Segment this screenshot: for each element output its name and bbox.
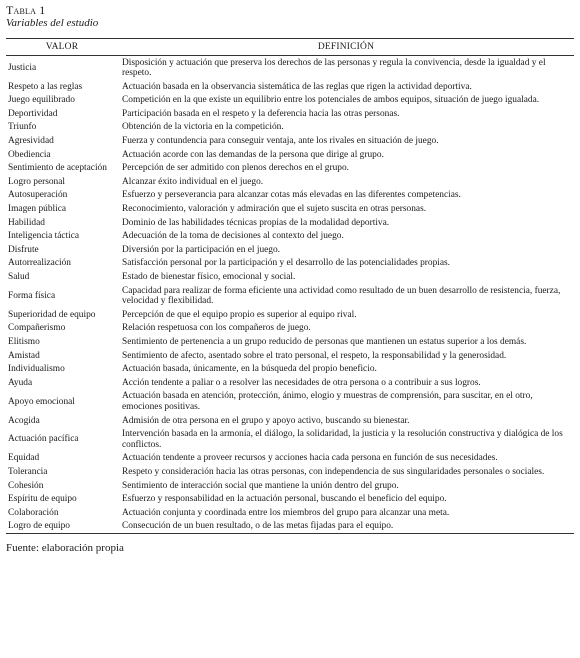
cell-definicion: Intervención basada en la armonía, el diálogo, la solidaridad, la justicia y la resolución constructiva y dialógica de los conflictos. (122, 429, 563, 450)
cell-valor: Apoyo emocional (8, 396, 75, 407)
cell-definicion: Esfuerzo y responsabilidad en la actuación personal, buscando el beneficio del equipo. (122, 494, 447, 505)
cell-definicion: Diversión por la participación en el juego. (122, 244, 281, 255)
cell-definicion: Disposición y actuación que preserva los derechos de las personas y regula la convivencia, desde la igualdad y el respeto. (122, 57, 546, 79)
table-row (6, 284, 574, 308)
table-row (6, 203, 574, 217)
table-body (6, 56, 574, 534)
cell-valor: Obediencia (8, 149, 51, 160)
cell-valor: Juego equilibrado (8, 95, 75, 106)
cell-definicion: Percepción de que el equipo propio es superior al equipo rival. (122, 309, 357, 320)
table-row (6, 162, 574, 176)
cell-definicion: Satisfacción personal por la participación y el desarrollo de las potencialidades propias. (122, 258, 451, 269)
cell-definicion: Sentimiento de pertenencia a un grupo reducido de personas que mantienen un estatus superior a los demás. (122, 336, 527, 347)
cell-definicion: Estado de bienestar físico, emocional y social. (122, 272, 296, 282)
cell-definicion: Dominio de las habilidades técnicas propias de la modalidad deportiva. (122, 217, 390, 228)
cell-definicion: Fuerza y contundencia para conseguir ventaja, ante los rivales en situación de juego. (122, 136, 439, 147)
table-row (6, 94, 574, 108)
cell-definicion: Actuación conjunta y coordinada entre los miembros del grupo para alcanzar una meta. (122, 507, 450, 518)
cell-definicion: Esfuerzo y perseverancia para alcanzar cotas más elevadas en las diferentes competencias. (122, 190, 461, 201)
cell-valor: Imagen pública (8, 204, 67, 215)
cell-definicion: Sentimiento de interacción social que mantiene la unión dentro del grupo. (122, 480, 399, 491)
cell-valor: Equidad (8, 453, 40, 464)
table-row (6, 520, 574, 534)
header-valor: VALOR (6, 39, 118, 56)
table-row (6, 465, 574, 479)
table-caption-title: Tabla 1 (6, 3, 46, 17)
cell-valor: Superioridad de equipo (8, 309, 96, 320)
table-row (6, 175, 574, 189)
table-row (6, 216, 574, 230)
cell-definicion: Capacidad para realizar de forma eficiente una actividad como resultado de un buen desarrollo de resistencia, fuerza, velocidad y flexibilidad. (122, 285, 561, 307)
table-row (6, 308, 574, 322)
cell-definicion: Participación basada en el respeto y la deferencia hacia las otras personas. (122, 108, 400, 119)
cell-valor: Actuación pacífica (8, 434, 79, 445)
cell-valor: Agresividad (8, 136, 54, 147)
table-row (6, 322, 574, 336)
table-header-row (6, 39, 574, 56)
cell-valor: Espíritu de equipo (8, 494, 77, 505)
cell-valor: Tolerancia (8, 466, 48, 477)
cell-definicion: Actuación basada en la observancia sistemática de las reglas que rigen la actividad deportiva. (122, 81, 472, 92)
cell-definicion: Consecución de un buen resultado, o de las metas fijadas para el equipo. (118, 520, 574, 534)
cell-definicion: Obtención de la victoria en la competición. (122, 122, 284, 133)
table-row (6, 189, 574, 203)
cell-valor: Colaboración (8, 507, 59, 518)
table-row (6, 428, 574, 452)
cell-valor: Deportividad (8, 108, 58, 119)
table-row (6, 493, 574, 507)
cell-valor: Elitismo (8, 336, 40, 347)
cell-valor: Autosuperación (8, 190, 68, 201)
variables-table (6, 38, 574, 534)
table-row (6, 414, 574, 428)
cell-valor: Cohesión (8, 480, 44, 491)
cell-definicion: Actuación basada, únicamente, en la búsqueda del propio beneficio. (122, 364, 377, 375)
table-row (6, 56, 574, 81)
cell-valor: Forma física (8, 290, 56, 301)
table-row (6, 121, 574, 135)
cell-valor: Justicia (8, 62, 37, 73)
cell-definicion: Respeto y consideración hacia las otras personas, con independencia de sus singularidades personales o sociales. (122, 466, 545, 477)
cell-valor: Compañerismo (8, 323, 66, 334)
cell-valor: Habilidad (8, 217, 45, 228)
table-row (6, 390, 574, 414)
source-note: Fuente: elaboración propia (6, 542, 124, 555)
table-row (6, 230, 574, 244)
cell-definicion: Actuación acorde con las demandas de la persona que dirige al grupo. (122, 149, 384, 160)
cell-definicion: Competición en la que existe un equilibrio entre los potenciales de ambos equipos, situación de juego igualada. (122, 95, 540, 106)
cell-valor: Amistad (8, 350, 40, 361)
cell-definicion: Reconocimiento, valoración y admiración que el sujeto suscita en otras personas. (122, 204, 427, 215)
cell-definicion: Acción tendente a paliar o a resolver las necesidades de otra persona o a contribuir a sus logros. (122, 377, 481, 388)
cell-definicion: Adecuación de la toma de decisiones al contexto del juego. (122, 231, 344, 242)
table-row (6, 349, 574, 363)
table-row (6, 135, 574, 149)
table-row (6, 271, 574, 285)
table-row (6, 243, 574, 257)
cell-valor: Ayuda (8, 377, 33, 388)
cell-definicion: Alcanzar éxito individual en el juego. (122, 176, 264, 187)
cell-valor: Sentimiento de aceptación (8, 163, 107, 174)
cell-definicion: Admisión de otra persona en el grupo y apoyo activo, buscando su bienestar. (122, 415, 410, 426)
cell-definicion: Sentimiento de afecto, asentado sobre el trato personal, el respeto, la responsabilidad y la generosidad. (122, 350, 507, 361)
cell-valor: Salud (8, 272, 30, 282)
cell-definicion: Percepción de ser admitido con plenos derechos en el grupo. (122, 163, 350, 174)
cell-valor: Inteligencia táctica (8, 231, 80, 242)
cell-definicion: Actuación tendente a proveer recursos y acciones hacia cada persona en función de sus necesidades. (122, 453, 498, 464)
cell-valor: Logro de equipo (6, 520, 118, 534)
table-row (6, 80, 574, 94)
cell-valor: Logro personal (8, 176, 66, 187)
cell-valor: Acogida (8, 415, 40, 426)
table-row (6, 506, 574, 520)
table-row (6, 479, 574, 493)
table-row (6, 452, 574, 466)
table-row (6, 257, 574, 271)
header-definicion: DEFINICIÓN (118, 39, 574, 56)
table-row (6, 376, 574, 390)
table-row (6, 335, 574, 349)
cell-definicion: Relación respetuosa con los compañeros de juego. (122, 323, 311, 334)
table-row (6, 363, 574, 377)
table-row (6, 107, 574, 121)
cell-valor: Respeto a las reglas (8, 81, 83, 92)
cell-valor: Disfrute (8, 244, 39, 255)
cell-valor: Autorrealización (8, 258, 71, 269)
table-caption-subtitle: Variables del estudio (6, 17, 99, 29)
cell-valor: Individualismo (8, 364, 65, 375)
cell-valor: Triunfo (8, 122, 37, 133)
cell-definicion: Actuación basada en atención, protección, ánimo, elogio y muestras de comprensión, para suscitar, en el otro, emociones positivas. (122, 391, 533, 412)
table-row (6, 148, 574, 162)
